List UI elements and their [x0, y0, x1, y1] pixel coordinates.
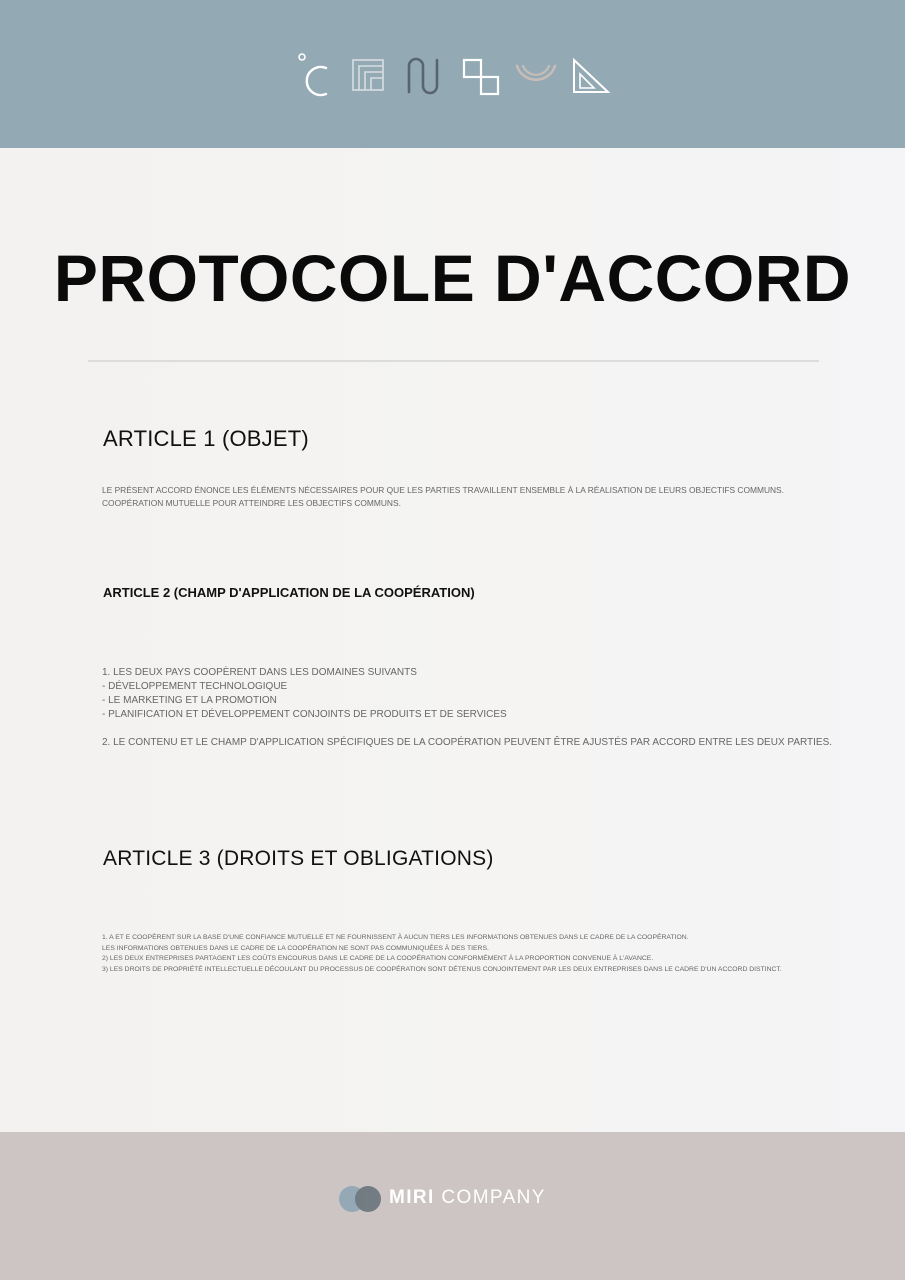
- article-2-line: - LE MARKETING ET LA PROMOTION: [102, 695, 277, 706]
- article-2-body: [102, 666, 832, 750]
- brand-name-bold: MIRI: [389, 1187, 435, 1208]
- article-2-line: 1. LES DEUX PAYS COOPÈRENT DANS LES DOMAINES SUIVANTS: [102, 667, 417, 678]
- wave-icon: [406, 52, 448, 98]
- article-1-heading: ARTICLE 1 (OBJET): [103, 426, 309, 451]
- article-3-heading: ARTICLE 3 (DROITS ET OBLIGATIONS): [103, 847, 494, 870]
- triangle-ruler-icon: [572, 52, 614, 98]
- paragraph-gap: [102, 722, 832, 736]
- page-title: PROTOCOLE D'ACCORD: [53, 241, 852, 315]
- article-2-heading: ARTICLE 2 (CHAMP D'APPLICATION DE LA COOPÉRATION): [103, 585, 475, 600]
- article-3-line: 2) LES DEUX ENTREPRISES PARTAGENT LES COÛTS ENCOURUS DANS LE CADRE DE LA COOPÉRATION CONFORMÉMENT À LA PROPORTION CONVENUE À L'AVANCE.: [102, 955, 654, 963]
- article-3-line: LES INFORMATIONS OBTENUES DANS LE CADRE DE LA COOPÉRATION NE SONT PAS COMMUNIQUÉES À DES TIERS.: [102, 944, 489, 952]
- article-3-line: 3) LES DROITS DE PROPRIÉTÉ INTELLECTUELLE DÉCOULANT DU PROCESSUS DE COOPÉRATION SONT DÉTENUS CONJOINTEMENT PAR LES DEUX ENTREPRISES DANS LE CADRE D'UN ACCORD DISTINCT.: [102, 965, 782, 973]
- header-band: [0, 0, 905, 148]
- circle-hook-icon: [296, 52, 332, 100]
- logo-icons: [296, 52, 616, 102]
- article-1-line: COOPÉRATION MUTUELLE POUR ATTEINDRE LES OBJECTIFS COMMUNS.: [102, 498, 401, 508]
- arc-icon: [514, 52, 560, 98]
- article-1-body: [102, 484, 784, 510]
- article-2-line: - PLANIFICATION ET DÉVELOPPEMENT CONJOINTS DE PRODUITS ET DE SERVICES: [102, 709, 507, 720]
- article-2-line: 2. LE CONTENU ET LE CHAMP D'APPLICATION SPÉCIFIQUES DE LA COOPÉRATION PEUVENT ÊTRE AJUSTÉS PAR ACCORD ENTRE LES DEUX PARTIES.: [102, 737, 833, 748]
- brand-dot-icon: [355, 1186, 381, 1212]
- stepped-squares-icon: [462, 52, 502, 98]
- article-2-line: - DÉVELOPPEMENT TECHNOLOGIQUE: [102, 681, 288, 692]
- brand-name-regular: COMPANY: [441, 1187, 546, 1208]
- nested-squares-icon: [351, 52, 387, 96]
- brand-logo: [339, 1186, 569, 1212]
- article-1-line: LE PRÉSENT ACCORD ÉNONCE LES ÉLÉMENTS NÉCESSAIRES POUR QUE LES PARTIES TRAVAILLENT ENSEMBLE À LA RÉALISATION DE LEURS OBJECTIFS COMMUNS.: [102, 485, 784, 495]
- article-3-body: [102, 933, 782, 975]
- article-3-line: 1. A ET E COOPÈRENT SUR LA BASE D'UNE CONFIANCE MUTUELLE ET NE FOURNISSENT À AUCUN TIERS LES INFORMATIONS OBTENUES DANS LE CADRE DE LA COOPÉRATION.: [102, 934, 689, 941]
- brand-name: [389, 1187, 546, 1209]
- divider: [88, 360, 819, 362]
